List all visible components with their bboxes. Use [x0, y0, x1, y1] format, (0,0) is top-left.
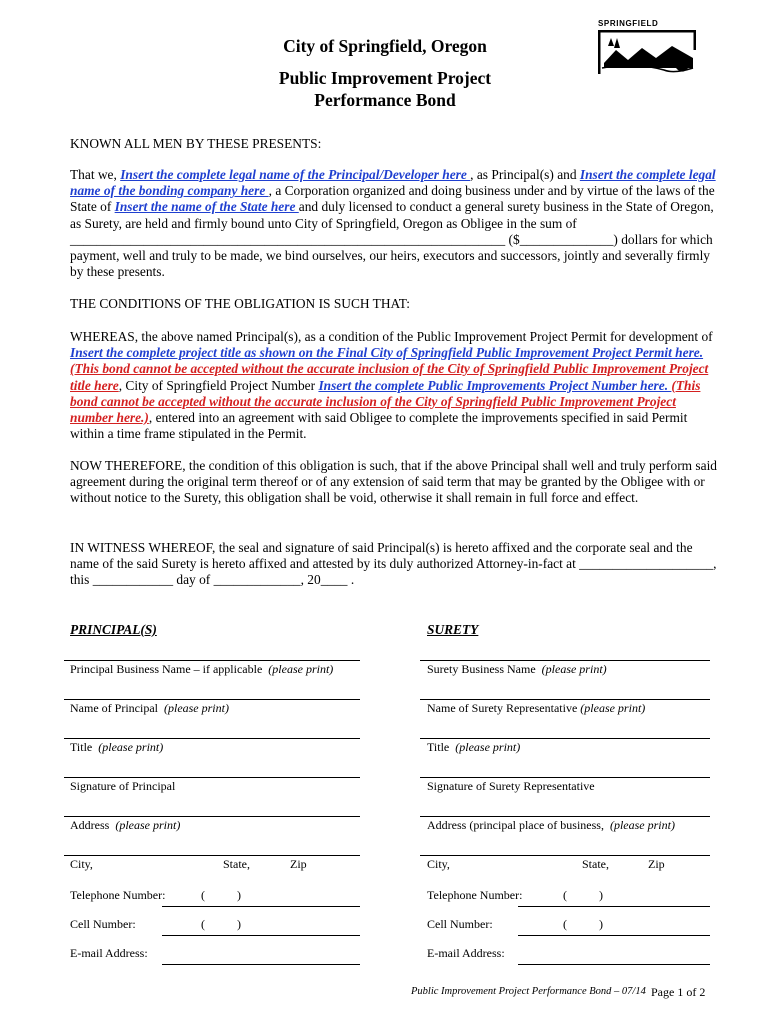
- surety-address-line[interactable]: [420, 816, 710, 817]
- para1-text-3: , a Corporation organized and doing business under and by virtue of the laws of the State of: [70, 183, 715, 215]
- surety-telephone-label: Telephone Number:: [427, 888, 523, 902]
- principal-telephone-line[interactable]: [162, 906, 360, 907]
- surety-telephone-line[interactable]: [518, 906, 710, 907]
- surety-business-name-label: Surety Business Name (please print): [427, 662, 607, 676]
- surety-email-label: E-mail Address:: [427, 946, 505, 960]
- surety-telephone-paren-open: (: [563, 888, 567, 902]
- principal-business-name-line[interactable]: [64, 660, 360, 661]
- paragraph-parties: [70, 167, 720, 280]
- document-title-line2: Performance Bond: [314, 90, 456, 110]
- state-name-placeholder[interactable]: Insert the name of the State here: [114, 199, 299, 215]
- conditions-heading: THE CONDITIONS OF THE OBLIGATION IS SUCH THAT:: [70, 296, 410, 311]
- svg-text:SPRINGFIELD: SPRINGFIELD: [598, 19, 659, 28]
- city-title: City of Springfield, Oregon: [283, 36, 487, 56]
- principal-name-label: Name of Principal (please print): [70, 701, 229, 715]
- surety-cell-label: Cell Number:: [427, 917, 493, 931]
- project-number-warning: (This bond cannot be accepted without the accurate inclusion of the City of Springfield Public Improvement Project number here.): [70, 377, 701, 426]
- principal-email-line[interactable]: [162, 964, 360, 965]
- document-title-line1: Public Improvement Project: [278, 68, 492, 88]
- principal-name-line[interactable]: [64, 699, 360, 700]
- project-number-placeholder[interactable]: Insert the complete Public Improvements Project Number here.: [318, 377, 672, 393]
- para1-text-1: That we,: [70, 167, 121, 182]
- principal-signature-line[interactable]: [64, 777, 360, 778]
- para2-text-3: , entered into an agreement with said Obligee to complete the improvements specified in said Permit within a time frame stipulated in the Permit.: [70, 410, 688, 442]
- principal-address-line[interactable]: [64, 816, 360, 817]
- paragraph-whereas: [70, 329, 720, 442]
- surety-signature-label: Signature of Surety Representative: [427, 779, 595, 793]
- para2-text-1: WHEREAS, the above named Principal(s), as a condition of the Public Improvement Project Permit for development of: [70, 329, 713, 344]
- principal-signature-label: Signature of Principal: [70, 779, 176, 793]
- footer-document-name: Public Improvement Project Performance Bond – 07/14: [411, 986, 646, 997]
- paragraph-witness: IN WITNESS WHEREOF, the seal and signature of said Principal(s) is hereto affixed and the corporate seal and the name of the said Surety is hereto affixed and attested by its duly authorized Attorney-in-fact at ____________________, this ____________ day of _____________, 20____ .: [70, 540, 717, 588]
- para2-text-2: , City of Springfield Project Number: [118, 377, 319, 393]
- principal-telephone-label: Telephone Number:: [70, 888, 166, 902]
- surety-name-placeholder[interactable]: Insert the complete legal name of the bonding company here: [70, 167, 716, 199]
- intro-line: KNOWN ALL MEN BY THESE PRESENTS:: [70, 136, 322, 151]
- footer-page-number: Page 1 of 2: [651, 985, 706, 999]
- surety-cell-line[interactable]: [518, 935, 710, 936]
- surety-city-line[interactable]: [420, 855, 710, 856]
- principal-cell-paren-open: (: [201, 917, 205, 931]
- principal-zip-label: Zip: [290, 857, 307, 871]
- surety-signature-line[interactable]: [420, 777, 710, 778]
- principal-state-label: State,: [223, 857, 250, 871]
- surety-name-line[interactable]: [420, 699, 710, 700]
- surety-name-label: Name of Surety Representative (please print): [427, 701, 646, 715]
- project-title-warning: (This bond cannot be accepted without the accurate inclusion of the City of Springfield Public Improvement Project title here: [70, 361, 709, 393]
- surety-business-name-line[interactable]: [420, 660, 710, 661]
- principal-telephone-paren-close: ): [237, 888, 241, 902]
- principal-title-label: Title (please print): [70, 740, 164, 754]
- principal-address-label: Address (please print): [70, 818, 181, 832]
- principal-city-line[interactable]: [64, 855, 360, 856]
- para1-text-4: and duly licensed to conduct a general surety business in the State of Oregon, as Surety, are held and firmly bound unto City of Springfield, Oregon as Obligee in the sum of _________________________________________________________________ ($______________) dollars for which payment, well and truly to be made, we bind ourselves, our heirs, executors and successors, jointly and severally firmly by these presents.: [70, 199, 714, 280]
- surety-zip-label: Zip: [648, 857, 665, 871]
- surety-telephone-paren-close: ): [599, 888, 603, 902]
- project-title-placeholder[interactable]: Insert the complete project title as shown on the Final City of Springfield Public Improvement Project Permit here.: [70, 345, 704, 361]
- principal-name-placeholder[interactable]: Insert the complete legal name of the Principal/Developer here: [120, 167, 471, 182]
- surety-cell-paren-open: (: [563, 917, 567, 931]
- surety-address-label: Address (principal place of business, (please print): [427, 818, 675, 832]
- surety-state-label: State,: [582, 857, 609, 871]
- principal-cell-line[interactable]: [162, 935, 360, 936]
- principal-cell-paren-close: ): [237, 917, 241, 931]
- surety-email-line[interactable]: [518, 964, 710, 965]
- principal-business-name-label: Principal Business Name – if applicable (please print): [70, 662, 334, 676]
- surety-title-label: Title (please print): [427, 740, 521, 754]
- surety-title-line[interactable]: [420, 738, 710, 739]
- principal-cell-label: Cell Number:: [70, 917, 136, 931]
- principal-title-line[interactable]: [64, 738, 360, 739]
- surety-heading: SURETY: [427, 622, 479, 637]
- principal-email-label: E-mail Address:: [70, 946, 148, 960]
- surety-city-label: City,: [427, 857, 450, 871]
- principal-city-label: City,: [70, 857, 93, 871]
- para1-text-2: , as Principal(s) and: [470, 167, 580, 182]
- principal-telephone-paren-open: (: [201, 888, 205, 902]
- principal-heading: PRINCIPAL(S): [70, 622, 157, 637]
- springfield-logo: [594, 18, 702, 86]
- paragraph-now-therefore: NOW THEREFORE, the condition of this obligation is such, that if the above Principal shall well and truly perform said agreement during the original term thereof or of any extension of said term that may be granted by the Obligee with or without notice to the Surety, this obligation shall be void, otherwise it shall remain in full force and effect.: [70, 458, 717, 506]
- surety-cell-paren-close: ): [599, 917, 603, 931]
